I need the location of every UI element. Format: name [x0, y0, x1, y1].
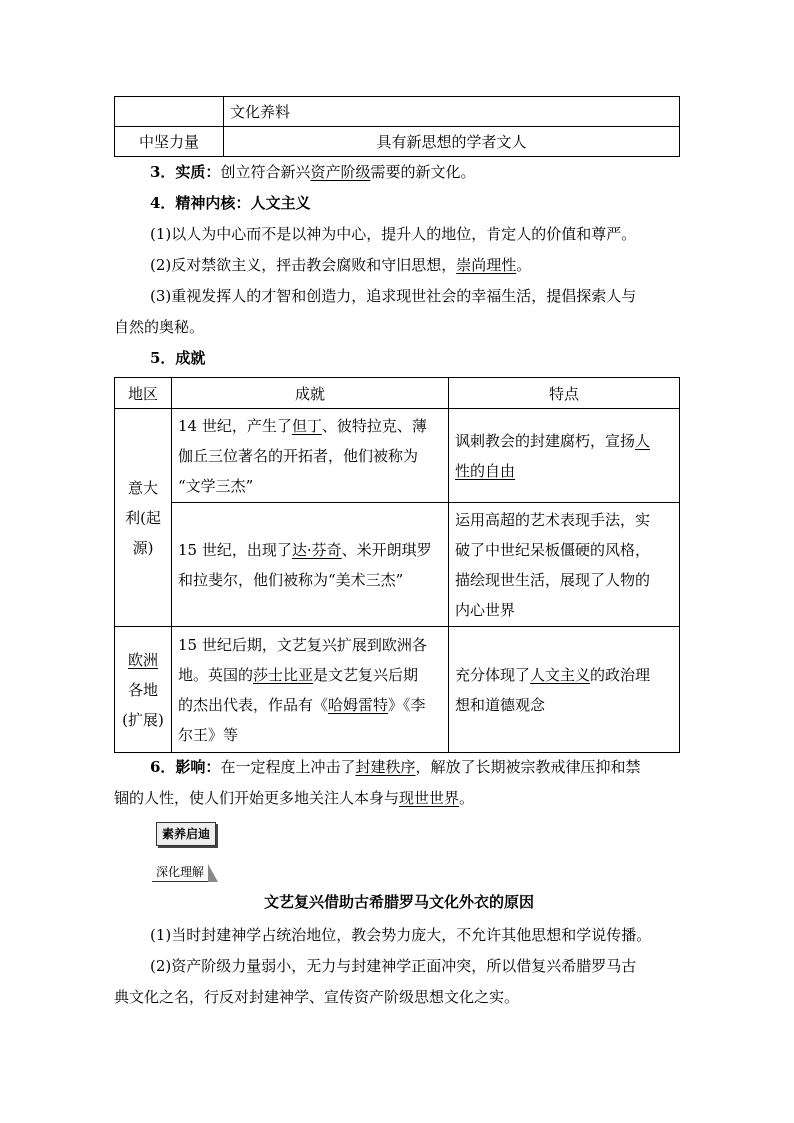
achievement-literature: 14 世纪，产生了但丁、彼特拉克、薄 伽丘三位著名的开拓者，他们被称为 “文学三杰” [172, 409, 449, 503]
region-europe: 欧洲 各地 (扩展) [115, 627, 172, 753]
region-italy: 意大 利(起 源) [115, 409, 172, 627]
paragraph-point-3-line1: (3)重视发挥人的才智和创造力，追求现世社会的幸福生活，提倡探索人与 [150, 287, 637, 305]
paragraph-influence-line2: 锢的人性，使人们开始更多地关注人本身与现世世界。 [114, 789, 475, 807]
deep-understanding-label: 深化理解 [152, 863, 208, 882]
reason-1: (1)当时封建神学占统治地位，教会势力庞大，不允许其他思想和学说传播。 [150, 926, 652, 944]
strata-table [114, 96, 680, 157]
reason-2-line2: 典文化之名，行反对封建神学、宣传资产阶级思想文化之实。 [114, 988, 520, 1006]
table-cell: 具有新思想的学者文人 [224, 127, 680, 157]
paragraph-influence-line1: 6．影响：在一定程度上冲击了封建秩序，解放了长期被宗教戒律压抑和禁 [150, 758, 641, 776]
section-title: 文艺复兴借助古希腊罗马文化外衣的原因 [263, 893, 534, 911]
achievement-europe: 15 世纪后期，文艺复兴扩展到欧洲各 地。英国的莎士比亚是文艺复兴后期 的杰出代表，作品有《哈姆雷特》《李 尔王》等 [172, 627, 449, 753]
achievements-table [114, 377, 680, 753]
feature-literature: 讽刺教会的封建腐朽，宣扬人 性的自由 [449, 409, 680, 503]
table-cell: 文化养料 [224, 97, 680, 127]
paragraph-essence: 3．实质：创立符合新兴资产阶级需要的新文化。 [150, 163, 476, 181]
achievement-art: 15 世纪，出现了达·芬奇、米开朗琪罗 和拉斐尔，他们被称为“美术三杰” [172, 503, 449, 627]
header-feature: 特点 [449, 378, 680, 409]
paragraph-point-1: (1)以人为中心而不是以神为中心，提升人的地位，肯定人的价值和尊严。 [150, 225, 637, 243]
header-region: 地区 [115, 378, 172, 409]
paragraph-point-3-line2: 自然的奥秘。 [114, 318, 205, 336]
reason-2-line1: (2)资产阶级力量弱小，无力与封建神学正面冲突，所以借复兴希腊罗马古 [150, 957, 637, 975]
table-cell-empty [115, 97, 224, 127]
paragraph-point-2: (2)反对禁欲主义，抨击教会腐败和守旧思想，崇尚理性。 [150, 256, 532, 274]
heading-achievements: 5．成就 [150, 349, 206, 367]
heading-spirit: 4．精神内核：人文主义 [150, 194, 311, 212]
feature-art: 运用高超的艺术表现手法，实 破了中世纪呆板僵硬的风格， 描绘现世生活，展现了人物的 内心世界 [449, 503, 680, 627]
corner-decoration [208, 864, 218, 882]
header-achievement: 成就 [172, 378, 449, 409]
feature-europe: 充分体现了人文主义的政治理 想和道德观念 [449, 627, 680, 753]
literacy-badge: 素养启迪 [156, 822, 216, 846]
table-cell-label: 中坚力量 [115, 127, 224, 157]
